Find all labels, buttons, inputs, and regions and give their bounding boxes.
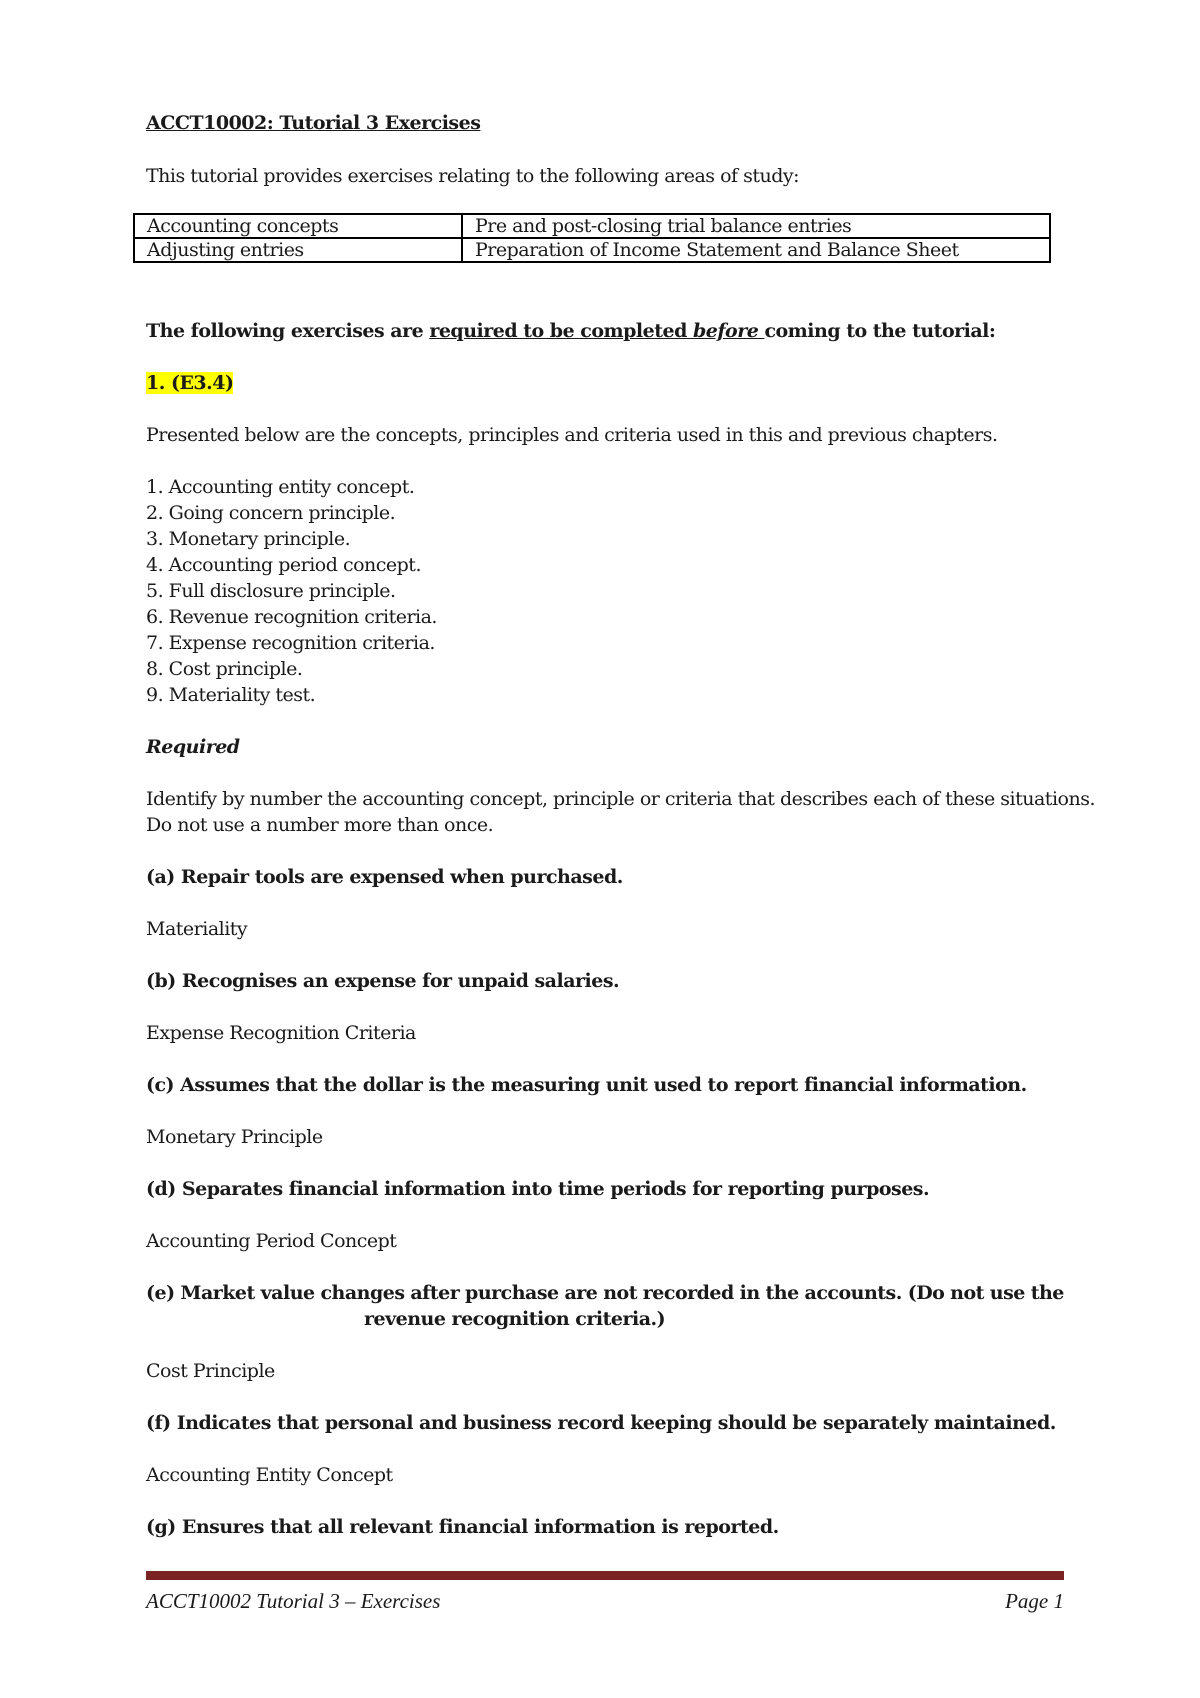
question-e-word: (e) — [146, 1282, 175, 1304]
concept-item: 8. Cost principle. — [146, 658, 303, 680]
presented-text: Presented below are the concepts, principles and criteria used in this and previous chapters. — [146, 424, 998, 446]
table-row — [134, 214, 1050, 238]
question-g: (g) Ensures that all relevant financial information is reported. — [146, 1516, 779, 1538]
question-b: (b) Recognises an expense for unpaid salaries. — [146, 970, 620, 992]
table-cell: Accounting concepts — [134, 214, 462, 238]
question-c: (c) Assumes that the dollar is the measuring unit used to report financial information. — [146, 1074, 1027, 1096]
footer-title: ACCT10002 Tutorial 3 – Exercises — [146, 1589, 441, 1613]
areas-of-study-table — [133, 213, 1051, 263]
question-e-word: not — [950, 1282, 984, 1304]
question-e-word: purchase — [465, 1282, 559, 1304]
required-notice-before: before — [693, 320, 765, 342]
question-e-line1 — [146, 1280, 1064, 1306]
question-e-word: use — [989, 1282, 1025, 1304]
question-e-word: the — [1030, 1282, 1064, 1304]
question-a: (a) Repair tools are expensed when purchased. — [146, 866, 623, 888]
answer-d: Accounting Period Concept — [146, 1230, 397, 1252]
answer-c: Monetary Principle — [146, 1126, 323, 1148]
question-e-word: the — [765, 1282, 799, 1304]
exercise-number — [146, 370, 233, 396]
question-e-word: Market — [180, 1282, 255, 1304]
question-e-word: not — [603, 1282, 637, 1304]
required-notice — [146, 318, 995, 344]
question-e-word: are — [564, 1282, 598, 1304]
required-notice-suffix: coming to the tutorial: — [764, 320, 996, 342]
question-e-word: recorded — [642, 1282, 734, 1304]
required-notice-underlined: required to be completed — [429, 320, 693, 342]
concept-item: 3. Monetary principle. — [146, 528, 351, 550]
question-e — [146, 1280, 1064, 1332]
question-e-word: in — [739, 1282, 760, 1304]
answer-f: Accounting Entity Concept — [146, 1464, 393, 1486]
question-d: (d) Separates financial information into time periods for reporting purposes. — [146, 1178, 930, 1200]
question-f: (f) Indicates that personal and business record keeping should be separately maintained. — [146, 1412, 1056, 1434]
concept-item: 6. Revenue recognition criteria. — [146, 606, 437, 628]
table-cell: Preparation of Income Statement and Balance Sheet — [462, 238, 1050, 262]
table-cell: Adjusting entries — [134, 238, 462, 262]
instruction-line: Identify by number the accounting concept, principle or criteria that describes each of these situations. — [146, 788, 1095, 810]
required-notice-prefix: The following exercises are — [146, 320, 430, 342]
question-e-word: changes — [320, 1282, 405, 1304]
concept-item: 1. Accounting entity concept. — [146, 476, 415, 498]
concept-item: 9. Materiality test. — [146, 684, 316, 706]
question-e-word: value — [260, 1282, 315, 1304]
exercise-number-highlight: 1. (E3.4) — [146, 372, 234, 394]
table-cell: Pre and post-closing trial balance entries — [462, 214, 1050, 238]
answer-b: Expense Recognition Criteria — [146, 1022, 416, 1044]
intro-text: This tutorial provides exercises relating to the following areas of study: — [146, 165, 800, 187]
concept-item: 2. Going concern principle. — [146, 502, 396, 524]
question-e-word: accounts. — [804, 1282, 902, 1304]
answer-a: Materiality — [146, 918, 248, 940]
concept-item: 5. Full disclosure principle. — [146, 580, 396, 602]
footer-page-number: Page 1 — [1005, 1589, 1064, 1613]
required-heading: Required — [146, 736, 240, 758]
question-e-word: (Do — [907, 1282, 945, 1304]
footer-rule — [146, 1571, 1064, 1580]
concept-item: 7. Expense recognition criteria. — [146, 632, 435, 654]
question-e-word: after — [410, 1282, 460, 1304]
answer-e: Cost Principle — [146, 1360, 275, 1382]
document-title: ACCT10002: Tutorial 3 Exercises — [146, 112, 481, 134]
concept-item: 4. Accounting period concept. — [146, 554, 421, 576]
instruction-line: Do not use a number more than once. — [146, 814, 494, 836]
question-e-line2: revenue recognition criteria.) — [364, 1308, 666, 1330]
table-row — [134, 238, 1050, 262]
